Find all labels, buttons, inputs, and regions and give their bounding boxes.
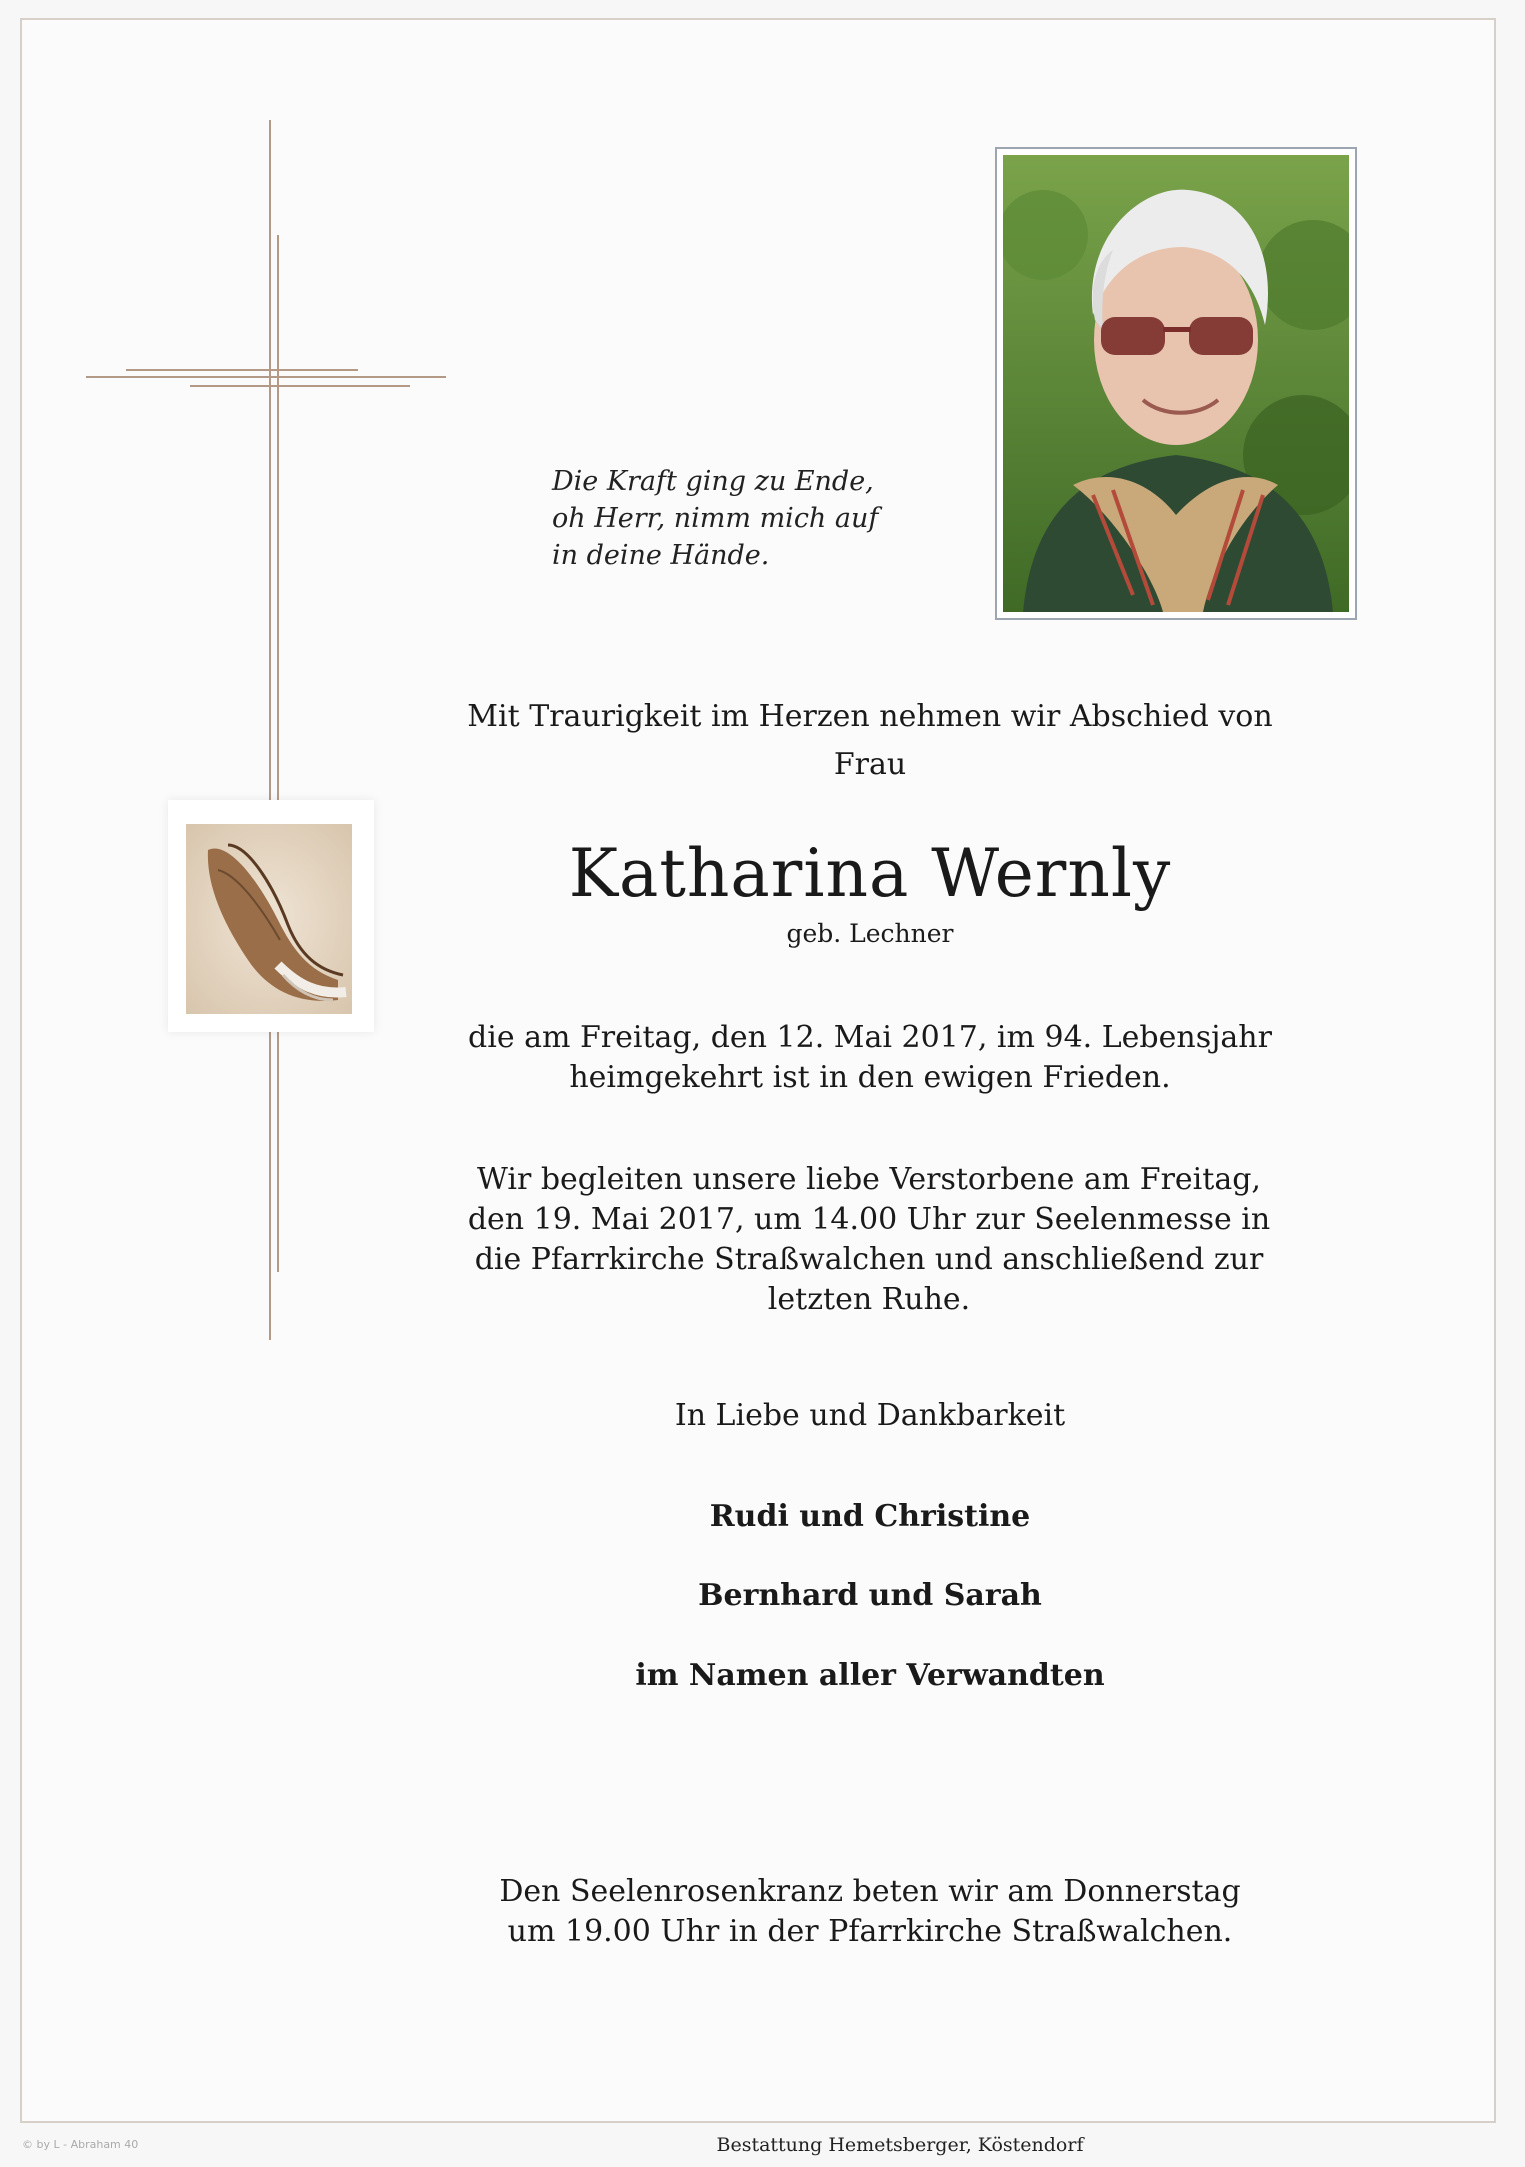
copyright-note: © by L - Abraham 40 [22, 2138, 139, 2151]
mourner-3: im Namen aller Verwandten [635, 1658, 1105, 1693]
cross-ornament [0, 0, 460, 1360]
funeral-details [464, 1160, 1274, 1320]
portrait-photo [995, 147, 1357, 620]
maiden-name: geb. Lechner [786, 919, 954, 948]
intro-line: Mit Traurigkeit im Herzen nehmen wir Abschied von [467, 699, 1273, 734]
funeral-line: Wir begleiten unsere liebe Verstorbene am Freitag, [477, 1162, 1261, 1197]
quote-line: oh Herr, nimm mich auf [552, 503, 879, 534]
salutation: Frau [833, 747, 907, 782]
funeral-line: den 19. Mai 2017, um 14.00 Uhr zur Seelenmesse in [467, 1202, 1271, 1237]
deceased-name: Katharina Wernly [568, 835, 1172, 912]
death-notice-line: heimgekehrt ist in den ewigen Frieden. [569, 1060, 1171, 1095]
death-notice [460, 1018, 1280, 1098]
death-notice-line: die am Freitag, den 12. Mai 2017, im 94. Lebensjahr [468, 1020, 1272, 1055]
rosary-line: um 19.00 Uhr in der Pfarrkirche Straßwalchen. [507, 1914, 1233, 1949]
funeral-line: letzten Ruhe. [767, 1282, 971, 1317]
mourner-2: Bernhard und Sarah [698, 1578, 1042, 1613]
quote-line: in deine Hände. [552, 540, 770, 571]
intro-text [460, 697, 1280, 785]
closing-phrase: In Liebe und Dankbarkeit [674, 1398, 1066, 1433]
funeral-line: die Pfarrkirche Straßwalchen und anschließend zur [474, 1242, 1264, 1277]
rosary-line: Den Seelenrosenkranz beten wir am Donnerstag [499, 1874, 1241, 1909]
bible-quote [552, 463, 932, 574]
rosary-notice [460, 1872, 1280, 1952]
undertaker-footer: Bestattung Hemetsberger, Köstendorf [716, 2134, 1084, 2156]
mourner-1: Rudi und Christine [709, 1499, 1031, 1534]
quote-line: Die Kraft ging zu Ende, [552, 466, 874, 497]
praying-hands-image [168, 800, 374, 1032]
